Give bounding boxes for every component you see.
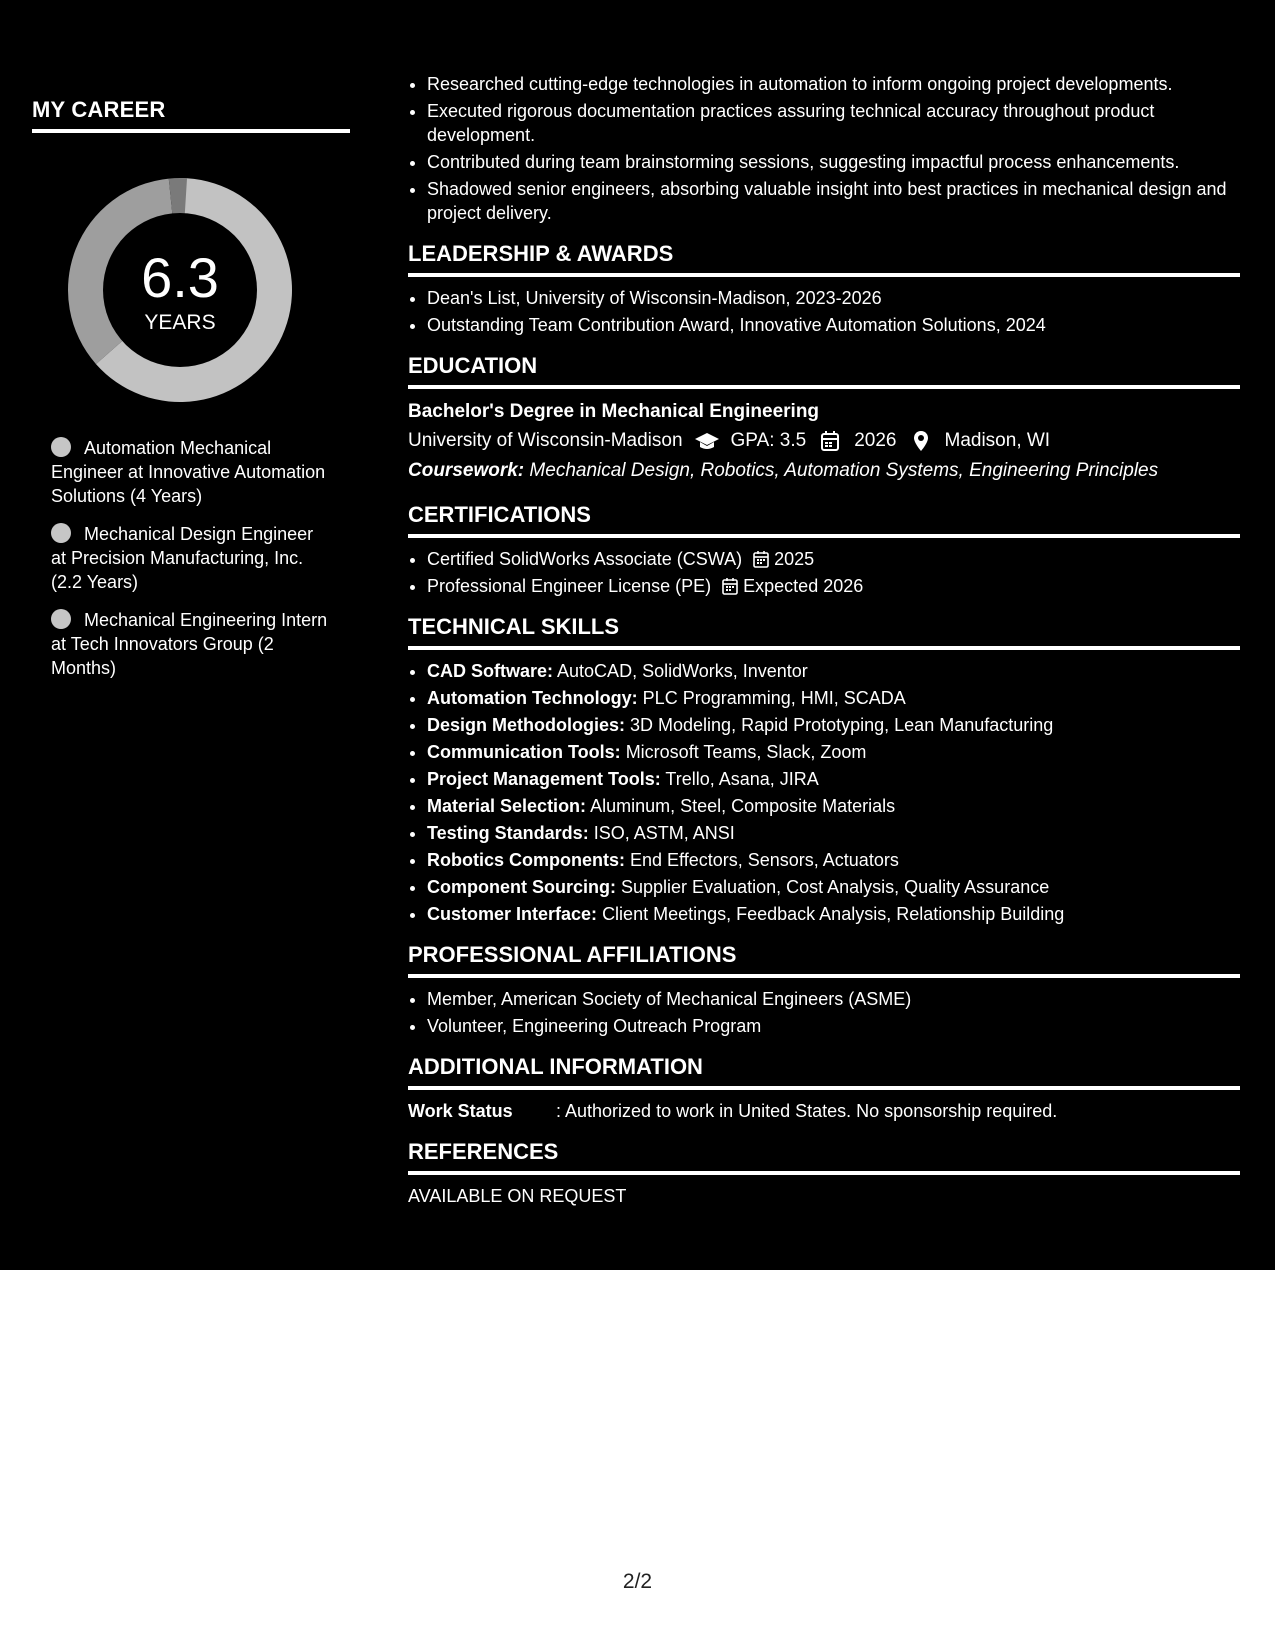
main-content — [408, 72, 1240, 1208]
skill-label: Design Methodologies: — [427, 715, 625, 735]
calendar-icon — [752, 550, 770, 568]
certification-date: 2025 — [774, 549, 815, 569]
certification-date: Expected 2026 — [743, 576, 864, 596]
leadership-list — [408, 286, 1240, 337]
skill-item — [427, 875, 1240, 899]
page-number: 2/2 — [622, 1570, 653, 1593]
leadership-heading: LEADERSHIP & AWARDS — [408, 241, 1240, 277]
work-status-value: : Authorized to work in United States. No sponsorship required. — [556, 1101, 1058, 1121]
skill-value: Microsoft Teams, Slack, Zoom — [625, 742, 867, 762]
leadership-item: • Outstanding Team Contribution Award, Innovative Automation Solutions, 2024 — [427, 313, 1240, 337]
skill-label: CAD Software: — [427, 661, 554, 681]
bullet-dot-icon — [51, 523, 71, 543]
degree-title: Bachelor's Degree in Mechanical Engineering — [408, 401, 820, 422]
skill-label: Robotics Components: — [427, 850, 625, 870]
skill-value: 3D Modeling, Rapid Prototyping, Lean Manufacturing — [630, 715, 1054, 735]
education-heading: EDUCATION — [408, 353, 1240, 389]
left-sidebar — [0, 0, 383, 1270]
skill-value: AutoCAD, SolidWorks, Inventor — [557, 661, 808, 681]
skill-item — [427, 740, 1240, 764]
skill-label: Testing Standards: — [427, 823, 589, 843]
additional-heading: ADDITIONAL INFORMATION — [408, 1054, 1240, 1090]
affiliations-list — [408, 987, 1240, 1038]
affiliation-item: • Member, American Society of Mechanical Engineers (ASME) — [427, 987, 1240, 1011]
education-meta — [408, 426, 1240, 456]
affiliation-item: • Volunteer, Engineering Outreach Program — [427, 1014, 1240, 1038]
skill-item — [427, 848, 1240, 872]
bullet-dot-icon — [51, 437, 71, 457]
certifications-list — [408, 547, 1240, 598]
coursework — [408, 456, 1240, 486]
skill-item — [427, 686, 1240, 710]
skill-label: Project Management Tools: — [427, 769, 661, 789]
career-item-text: Mechanical Engineering Intern at Tech Innovators Group (2 Months) — [51, 610, 328, 678]
skill-value: End Effectors, Sensors, Actuators — [630, 850, 899, 870]
skill-value: PLC Programming, HMI, SCADA — [642, 688, 906, 708]
school-name: University of Wisconsin-Madison — [408, 430, 683, 451]
career-list — [51, 436, 331, 694]
career-item — [51, 436, 331, 508]
work-status-row — [408, 1099, 1240, 1123]
experience-bullet: • Contributed during team brainstorming sessions, suggesting impactful process enhancements. — [427, 150, 1240, 174]
graduation-cap-icon — [695, 430, 719, 452]
skill-item — [427, 713, 1240, 737]
gpa: GPA: 3.5 — [730, 430, 807, 451]
career-item — [51, 608, 331, 680]
certification-item — [427, 574, 1240, 598]
bullet-dot-icon — [51, 609, 71, 629]
skills-list — [408, 659, 1240, 926]
calendar-icon — [721, 577, 739, 595]
experience-bullets — [408, 72, 1240, 225]
skill-item — [427, 794, 1240, 818]
skill-value: Client Meetings, Feedback Analysis, Relationship Building — [602, 904, 1065, 924]
skill-label: Material Selection: — [427, 796, 587, 816]
skill-value: Aluminum, Steel, Composite Materials — [590, 796, 896, 816]
certification-name: Professional Engineer License (PE) — [427, 576, 712, 596]
affiliations-heading: PROFESSIONAL AFFILIATIONS — [408, 942, 1240, 978]
references-heading: REFERENCES — [408, 1139, 1240, 1175]
location-pin-icon — [909, 430, 933, 452]
experience-bullet: • Executed rigorous documentation practices assuring technical accuracy throughout product development. — [427, 99, 1240, 147]
skill-label: Component Sourcing: — [427, 877, 616, 897]
skill-value: ISO, ASTM, ANSI — [593, 823, 735, 843]
career-item — [51, 522, 331, 594]
skill-label: Customer Interface: — [427, 904, 598, 924]
certification-name: Certified SolidWorks Associate (CSWA) — [427, 549, 743, 569]
coursework-label: Coursework: — [408, 460, 525, 481]
certification-item — [427, 547, 1240, 571]
career-years-unit: YEARS — [144, 311, 216, 334]
experience-bullet: • Shadowed senior engineers, absorbing valuable insight into best practices in mechanical design and project delivery. — [427, 177, 1240, 225]
skill-item — [427, 767, 1240, 791]
skill-label: Automation Technology: — [427, 688, 638, 708]
skill-item — [427, 659, 1240, 683]
skill-item — [427, 821, 1240, 845]
references-text: AVAILABLE ON REQUEST — [408, 1186, 627, 1206]
certifications-heading: CERTIFICATIONS — [408, 502, 1240, 538]
skill-label: Communication Tools: — [427, 742, 621, 762]
skills-heading: TECHNICAL SKILLS — [408, 614, 1240, 650]
location: Madison, WI — [944, 430, 1051, 451]
coursework-text: Mechanical Design, Robotics, Automation Systems, Engineering Principles — [529, 460, 1159, 481]
work-status-label: Work Status — [408, 1101, 513, 1121]
career-item-text: Automation Mechanical Engineer at Innovative Automation Solutions (4 Years) — [51, 438, 326, 506]
career-item-text: Mechanical Design Engineer at Precision Manufacturing, Inc. (2.2 Years) — [51, 524, 314, 592]
career-heading: MY CAREER — [32, 97, 350, 133]
graduation-year: 2026 — [854, 430, 897, 451]
skill-item — [427, 902, 1240, 926]
skill-value: Supplier Evaluation, Cost Analysis, Quality Assurance — [621, 877, 1050, 897]
leadership-item: • Dean's List, University of Wisconsin-Madison, 2023-2026 — [427, 286, 1240, 310]
career-years-value: 6.3 — [141, 246, 219, 309]
experience-bullet: • Researched cutting-edge technologies in automation to inform ongoing project developments. — [427, 72, 1240, 96]
career-donut-chart — [65, 175, 295, 405]
skill-value: Trello, Asana, JIRA — [665, 769, 819, 789]
calendar-icon — [818, 430, 842, 452]
